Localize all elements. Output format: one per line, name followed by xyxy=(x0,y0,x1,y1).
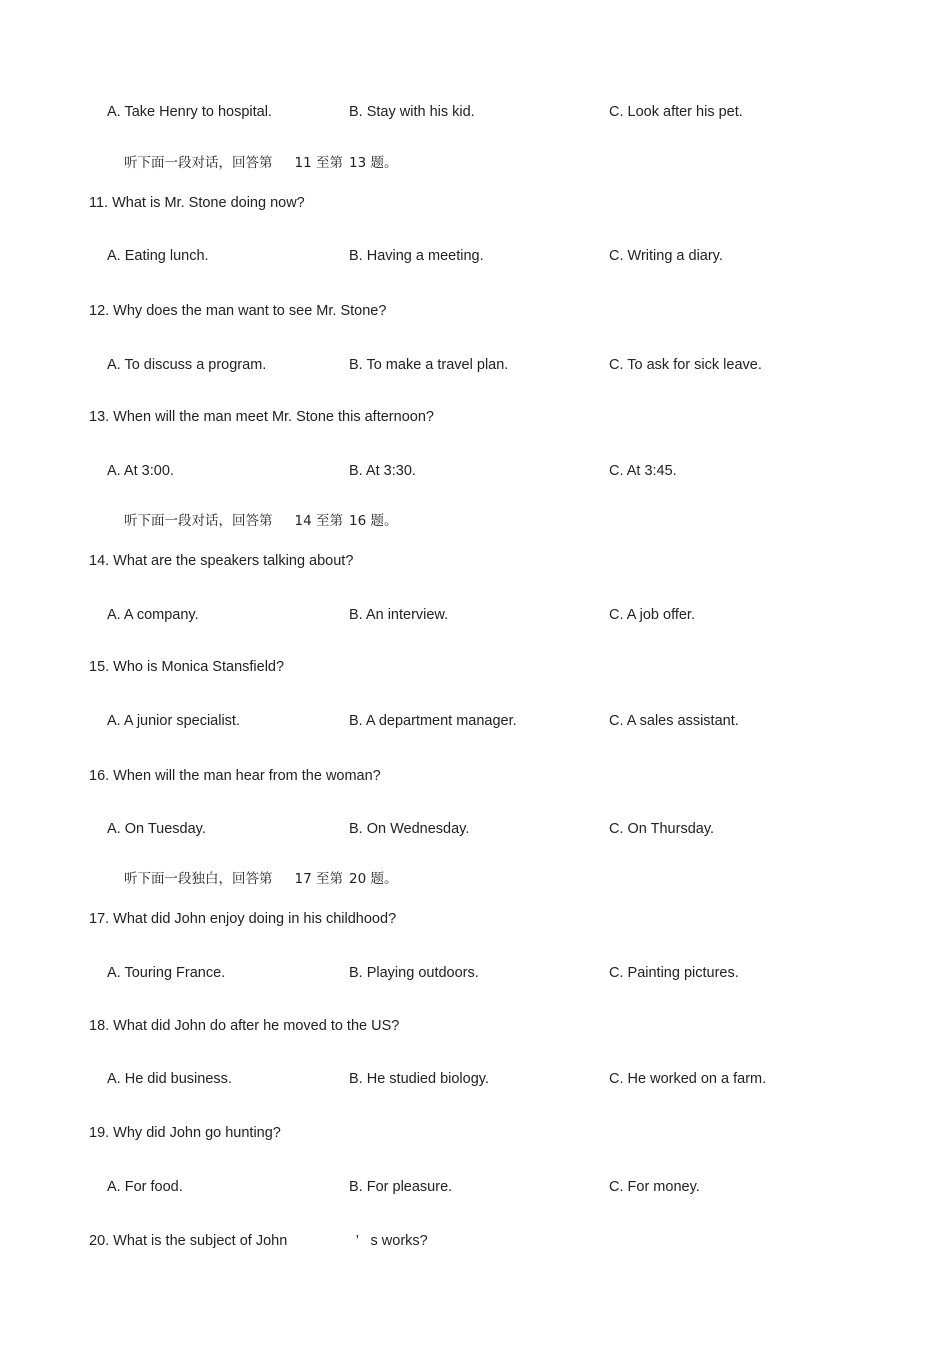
option-a: A. A company. xyxy=(107,607,199,623)
option-c: C. Writing a diary. xyxy=(609,248,723,264)
instruction-range-end: 16 题。 xyxy=(348,513,398,529)
option-b: B. To make a travel plan. xyxy=(349,357,509,373)
option-b: B. An interview. xyxy=(349,607,449,623)
question-text: 20. What is the subject of John ’ s works? xyxy=(89,1233,428,1249)
question-text: 12. Why does the man want to see Mr. Stone? xyxy=(89,303,387,319)
question-text: 17. What did John enjoy doing in his childhood? xyxy=(89,911,397,927)
question-text: 11. What is Mr. Stone doing now? xyxy=(89,195,305,211)
instruction-range-end: 13 题。 xyxy=(348,155,398,171)
question-text: 19. Why did John go hunting? xyxy=(89,1125,281,1141)
option-a: A. A junior specialist. xyxy=(107,713,240,729)
option-a: A. For food. xyxy=(107,1179,183,1195)
option-a: A. Touring France. xyxy=(107,965,226,981)
option-c: C. A sales assistant. xyxy=(609,713,739,729)
instruction-range-start: 17 至第 xyxy=(294,871,343,887)
option-c: C. He worked on a farm. xyxy=(609,1071,767,1087)
section-instruction xyxy=(124,870,397,888)
option-a: A. On Tuesday. xyxy=(107,821,206,837)
option-c: C. At 3:45. xyxy=(609,463,677,479)
section-instruction xyxy=(124,154,397,172)
section-instruction xyxy=(124,512,397,530)
option-b: B. For pleasure. xyxy=(349,1179,453,1195)
option-b: B. He studied biology. xyxy=(349,1071,489,1087)
option-b: B. At 3:30. xyxy=(349,463,416,479)
instruction-prefix: 听下面一段对话，回答第 xyxy=(124,155,273,171)
option-c: C. On Thursday. xyxy=(609,821,715,837)
question-text: 15. Who is Monica Stansfield? xyxy=(89,659,285,675)
option-c: C. A job offer. xyxy=(609,607,695,623)
option-b: B. Playing outdoors. xyxy=(349,965,479,981)
option-c: C. To ask for sick leave. xyxy=(609,357,762,373)
option-a: A. Eating lunch. xyxy=(107,248,209,264)
option-a: A. To discuss a program. xyxy=(107,357,267,373)
question-text: 13. When will the man meet Mr. Stone this afternoon? xyxy=(89,409,434,425)
option-b: B. On Wednesday. xyxy=(349,821,470,837)
question-text: 16. When will the man hear from the woman? xyxy=(89,768,381,784)
option-c: C. Look after his pet. xyxy=(609,104,743,120)
question-text: 14. What are the speakers talking about? xyxy=(89,553,354,569)
instruction-prefix: 听下面一段对话，回答第 xyxy=(124,513,273,529)
instruction-range-end: 20 题。 xyxy=(348,871,398,887)
option-b: B. Stay with his kid. xyxy=(349,104,475,120)
option-a: A. Take Henry to hospital. xyxy=(107,104,272,120)
instruction-range-start: 11 至第 xyxy=(294,155,343,171)
option-c: C. Painting pictures. xyxy=(609,965,739,981)
option-b: B. Having a meeting. xyxy=(349,248,484,264)
question-text: 18. What did John do after he moved to the US? xyxy=(89,1018,400,1034)
option-a: A. At 3:00. xyxy=(107,463,174,479)
instruction-prefix: 听下面一段独白，回答第 xyxy=(124,871,273,887)
option-b: B. A department manager. xyxy=(349,713,517,729)
option-c: C. For money. xyxy=(609,1179,700,1195)
instruction-range-start: 14 至第 xyxy=(294,513,343,529)
option-a: A. He did business. xyxy=(107,1071,232,1087)
